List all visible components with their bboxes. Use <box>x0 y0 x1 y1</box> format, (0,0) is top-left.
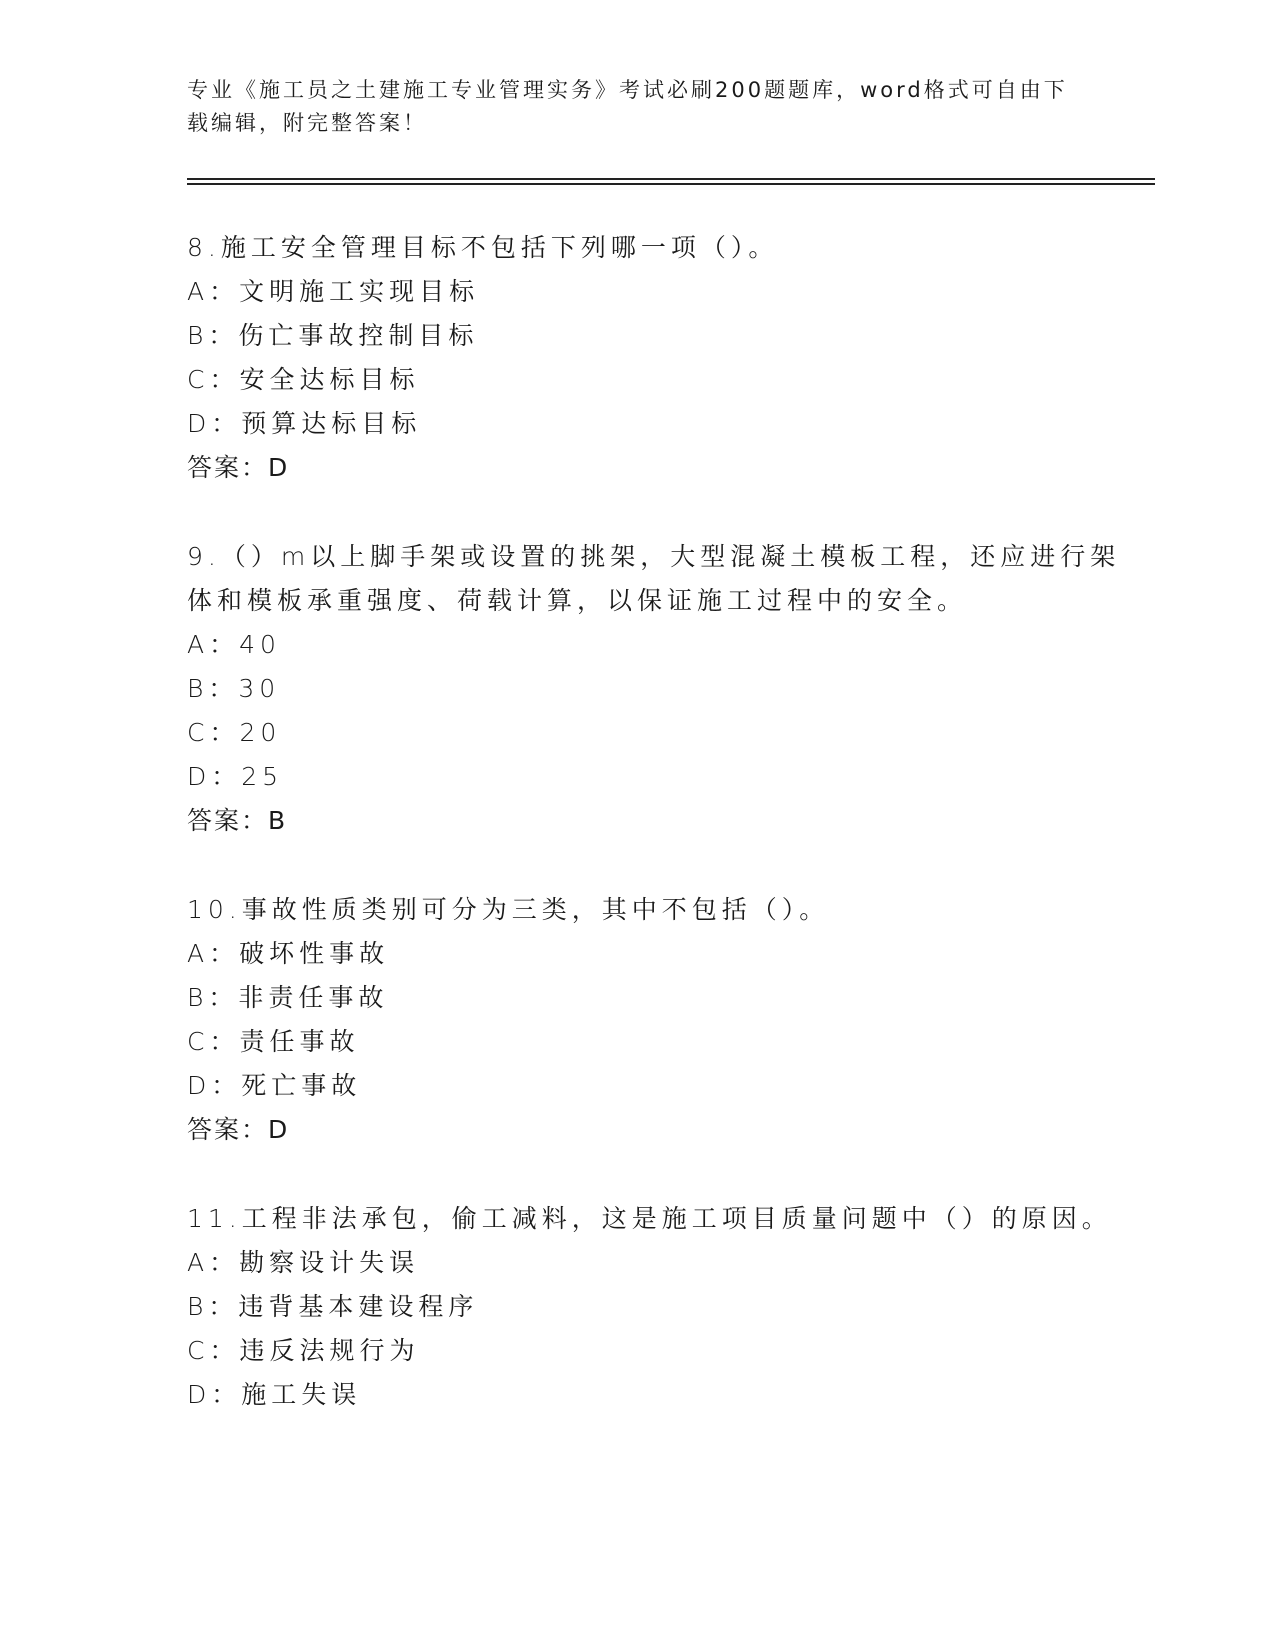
question-8-answer: 答案：D <box>187 453 290 482</box>
question-9-answer: 答案：B <box>187 806 288 835</box>
question-10-stem: 10.事故性质类别可分为三类，其中不包括（）。 <box>187 895 830 924</box>
question-8-option-c: C：安全达标目标 <box>187 365 420 394</box>
question-9-option-a: A：40 <box>187 630 281 659</box>
question-9-option-d: D：25 <box>187 762 284 791</box>
question-8-option-d: D：预算达标目标 <box>187 409 422 438</box>
question-11-option-b: B：违背基本建设程序 <box>187 1292 479 1321</box>
header-rule-top <box>187 178 1155 180</box>
question-11-option-c: C：违反法规行为 <box>187 1336 420 1365</box>
question-9-stem-line-1: 9.（）m以上脚手架或设置的挑架，大型混凝土模板工程，还应进行架 <box>187 542 1121 571</box>
header-rule-bottom <box>187 183 1155 185</box>
question-10-option-a: A：破坏性事故 <box>187 939 390 968</box>
question-10-answer: 答案：D <box>187 1115 290 1144</box>
question-9-option-b: B：30 <box>187 674 281 703</box>
question-11-option-a: A：勘察设计失误 <box>187 1248 420 1277</box>
question-8-option-a: A：文明施工实现目标 <box>187 277 480 306</box>
question-10-option-b: B：非责任事故 <box>187 983 389 1012</box>
question-11-stem: 11.工程非法承包，偷工减料，这是施工项目质量问题中（）的原因。 <box>187 1204 1112 1233</box>
question-8-option-b: B：伤亡事故控制目标 <box>187 321 479 350</box>
question-10-option-d: D：死亡事故 <box>187 1071 362 1100</box>
question-10-option-c: C：责任事故 <box>187 1027 360 1056</box>
question-9-stem-line-2: 体和模板承重强度、荷载计算，以保证施工过程中的安全。 <box>187 586 968 615</box>
question-11-option-d: D：施工失误 <box>187 1380 362 1409</box>
document-header: 专业《施工员之土建施工专业管理实务》考试必刷200题题库，word格式可自由下载编辑，附完整答案！ <box>187 78 1068 135</box>
question-8-stem: 8.施工安全管理目标不包括下列哪一项（）。 <box>187 233 779 262</box>
question-9-option-c: C：20 <box>187 718 282 747</box>
